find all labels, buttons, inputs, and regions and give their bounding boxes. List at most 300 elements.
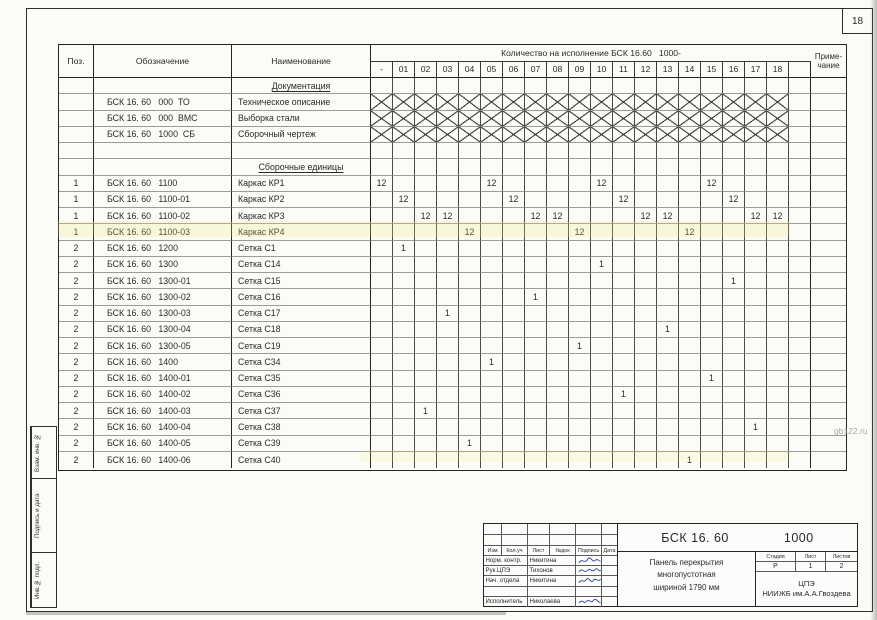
qty-cell — [657, 241, 679, 257]
qty-cell — [437, 322, 459, 338]
qty-cell — [657, 273, 679, 289]
qty-cell — [789, 241, 811, 257]
qty-cell — [437, 403, 459, 419]
sign-name: Никитина — [528, 576, 576, 585]
qty-cell — [371, 436, 393, 452]
qty-cell — [481, 224, 503, 240]
qty-cell — [437, 111, 459, 127]
qty-cell — [789, 371, 811, 387]
qty-cell — [789, 403, 811, 419]
qty-cell — [437, 241, 459, 257]
qty-cell — [745, 241, 767, 257]
qty-cell — [415, 159, 437, 175]
qty-cell: 12 — [437, 208, 459, 224]
table-row — [59, 208, 846, 224]
qty-cell — [459, 94, 481, 110]
header-note: Приме- чание — [814, 51, 843, 70]
qty-cell — [547, 241, 569, 257]
qty-cell — [547, 419, 569, 435]
qty-cell — [635, 159, 657, 175]
pos-cell: 1 — [59, 192, 94, 208]
stage-value: Р — [756, 562, 796, 571]
qty-cell — [745, 78, 767, 94]
qty-col-label: 04 — [459, 62, 481, 78]
qty-cell — [415, 354, 437, 370]
qty-cell — [481, 159, 503, 175]
table-row — [59, 322, 846, 338]
qty-cell — [789, 306, 811, 322]
qty-cell — [393, 94, 415, 110]
qty-cell — [635, 94, 657, 110]
qty-cell — [503, 241, 525, 257]
table-row — [59, 176, 846, 192]
note-cell — [811, 452, 846, 468]
qty-cell: 12 — [393, 192, 415, 208]
name-cell: Документация — [232, 78, 371, 94]
qty-cell — [723, 241, 745, 257]
margin-strip-label: Взам. инв. № — [31, 427, 43, 478]
qty-cell — [503, 436, 525, 452]
qty-cell — [613, 94, 635, 110]
qty-cell — [393, 159, 415, 175]
qty-cell — [723, 452, 745, 468]
qty-cell — [591, 289, 613, 305]
qty-cell — [569, 403, 591, 419]
qty-cell — [481, 403, 503, 419]
header-qty-group — [371, 45, 811, 77]
qty-cell — [613, 289, 635, 305]
qty-cell — [415, 78, 437, 94]
scan-edge — [870, 0, 877, 620]
qty-cell — [569, 78, 591, 94]
table-row — [59, 371, 846, 387]
date-cell — [602, 597, 617, 607]
qty-cell — [657, 192, 679, 208]
qty-cell — [459, 354, 481, 370]
qty-cell — [525, 403, 547, 419]
qty-col-label: 06 — [503, 62, 525, 78]
qty-cell — [635, 338, 657, 354]
qty-cell — [437, 78, 459, 94]
sign-name: Тихонов — [528, 566, 576, 575]
qty-cell — [547, 192, 569, 208]
qty-cell: 12 — [459, 224, 481, 240]
qty-cell — [745, 176, 767, 192]
qty-cell: 1 — [393, 241, 415, 257]
qty-col-label: 01 — [393, 62, 415, 78]
qty-cell — [767, 257, 789, 273]
qty-cell — [371, 403, 393, 419]
qty-cell — [679, 436, 701, 452]
qty-cell — [481, 127, 503, 143]
qty-cell — [657, 143, 679, 159]
qty-cell — [635, 387, 657, 403]
qty-cell — [437, 224, 459, 240]
qty-cell: 1 — [569, 338, 591, 354]
qty-cell — [635, 306, 657, 322]
qty-cell — [789, 436, 811, 452]
document-number-cell — [618, 524, 857, 552]
date-cell — [602, 587, 617, 596]
qty-cell — [635, 241, 657, 257]
qty-cell — [525, 387, 547, 403]
qty-cell — [525, 159, 547, 175]
qty-cell — [393, 111, 415, 127]
qty-cell — [789, 94, 811, 110]
note-cell — [811, 338, 846, 354]
qty-cell — [613, 419, 635, 435]
note-cell — [811, 192, 846, 208]
qty-cell — [547, 371, 569, 387]
qty-cell — [635, 354, 657, 370]
qty-cell — [723, 127, 745, 143]
pos-cell: 2 — [59, 273, 94, 289]
note-cell — [811, 289, 846, 305]
qty-cell — [591, 403, 613, 419]
revision-cell — [602, 524, 617, 534]
qty-cell — [745, 403, 767, 419]
qty-cell — [525, 241, 547, 257]
qty-cell — [613, 371, 635, 387]
qty-cell — [393, 354, 415, 370]
revision-cell — [602, 535, 617, 545]
qty-cell — [767, 176, 789, 192]
qty-cell — [459, 419, 481, 435]
name-cell: Сетка С34 — [232, 354, 371, 370]
qty-cell — [789, 176, 811, 192]
qty-col-label: - — [371, 62, 393, 78]
designation-cell: БСК 16. 60 1100-03 — [94, 224, 232, 240]
stage-header-row — [756, 552, 857, 562]
qty-cell — [525, 371, 547, 387]
revision-cell — [528, 535, 550, 545]
qty-cell — [503, 289, 525, 305]
note-cell — [811, 387, 846, 403]
qty-cell — [569, 176, 591, 192]
qty-cell — [547, 403, 569, 419]
header-qty-title: Количество на исполнение БСК 16.60 1000- — [371, 45, 811, 62]
qty-cell — [569, 273, 591, 289]
qty-cell — [503, 176, 525, 192]
note-cell — [811, 403, 846, 419]
name-cell: Сетка С36 — [232, 387, 371, 403]
qty-cell — [701, 208, 723, 224]
designation-cell: БСК 16. 60 1400-02 — [94, 387, 232, 403]
qty-cell — [503, 338, 525, 354]
designation-cell — [94, 78, 232, 94]
signature-cell — [576, 576, 602, 585]
qty-cell: 12 — [547, 208, 569, 224]
qty-cell — [745, 192, 767, 208]
qty-cell — [679, 208, 701, 224]
qty-cell — [613, 436, 635, 452]
qty-cell — [525, 452, 547, 468]
organization-cell: ЦПЭ НИИЖБ им.А.А.Гвоздева — [762, 578, 851, 598]
designation-cell: БСК 16. 60 1400-04 — [94, 419, 232, 435]
watermark: gb122.ru — [834, 426, 868, 436]
designation-cell: БСК 16. 60 1200 — [94, 241, 232, 257]
qty-cell — [723, 111, 745, 127]
qty-cell — [789, 224, 811, 240]
note-cell — [811, 306, 846, 322]
qty-col-label: 08 — [547, 62, 569, 78]
qty-cell — [393, 371, 415, 387]
qty-cell — [635, 78, 657, 94]
qty-cell — [767, 273, 789, 289]
qty-cell — [613, 143, 635, 159]
qty-cell — [503, 306, 525, 322]
qty-cell: 1 — [437, 306, 459, 322]
qty-cell — [701, 241, 723, 257]
qty-cell — [789, 78, 811, 94]
qty-col-label: 10 — [591, 62, 613, 78]
sign-col-label: Подпись — [576, 546, 602, 555]
qty-cell — [503, 143, 525, 159]
qty-cell — [745, 436, 767, 452]
note-cell — [811, 241, 846, 257]
qty-cell — [679, 354, 701, 370]
qty-cell — [415, 224, 437, 240]
qty-cell — [789, 387, 811, 403]
qty-cell — [503, 78, 525, 94]
name-cell — [232, 143, 371, 159]
qty-col-label: 15 — [701, 62, 723, 78]
qty-cell — [723, 403, 745, 419]
margin-strip-cell — [31, 479, 56, 553]
qty-cell: 12 — [635, 208, 657, 224]
qty-cell — [679, 94, 701, 110]
qty-cell — [569, 159, 591, 175]
qty-cell — [701, 306, 723, 322]
sheet-number: 18 — [851, 15, 864, 27]
qty-cell — [679, 176, 701, 192]
pos-cell: 2 — [59, 387, 94, 403]
qty-cell — [701, 289, 723, 305]
qty-cell — [701, 111, 723, 127]
note-cell — [811, 143, 846, 159]
qty-cell — [591, 436, 613, 452]
qty-cell — [547, 306, 569, 322]
qty-cell — [745, 371, 767, 387]
qty-cell — [745, 289, 767, 305]
margin-strip-label: Инв.№ подл. — [31, 553, 43, 607]
qty-cell — [657, 224, 679, 240]
qty-cell: 12 — [613, 192, 635, 208]
qty-cell — [591, 94, 613, 110]
qty-cell — [569, 241, 591, 257]
qty-cell — [481, 322, 503, 338]
qty-cell — [371, 289, 393, 305]
qty-cell — [459, 306, 481, 322]
qty-cell — [415, 322, 437, 338]
qty-cell — [371, 241, 393, 257]
qty-cell — [503, 111, 525, 127]
sign-rows — [484, 556, 617, 607]
qty-cell — [723, 176, 745, 192]
qty-cell — [657, 94, 679, 110]
qty-cell — [657, 111, 679, 127]
qty-cell — [591, 224, 613, 240]
qty-cell — [745, 387, 767, 403]
qty-cell: 1 — [481, 354, 503, 370]
qty-cell — [679, 387, 701, 403]
stage-value: 2 — [839, 563, 844, 570]
signature-cell — [576, 556, 602, 565]
pos-cell — [59, 127, 94, 143]
qty-cell — [371, 452, 393, 468]
header-pos: Поз. — [59, 45, 94, 77]
qty-cell — [415, 371, 437, 387]
qty-cell — [591, 127, 613, 143]
qty-cell — [723, 436, 745, 452]
table-row — [59, 224, 846, 240]
qty-cell — [437, 289, 459, 305]
qty-cell — [503, 224, 525, 240]
qty-cell — [481, 208, 503, 224]
sign-col-label: №док — [550, 546, 576, 555]
table-row — [59, 403, 846, 419]
qty-cell — [789, 159, 811, 175]
qty-cell — [459, 192, 481, 208]
qty-cell — [393, 403, 415, 419]
qty-cell — [459, 273, 481, 289]
qty-cell — [371, 111, 393, 127]
qty-cell — [613, 452, 635, 468]
qty-cell — [745, 452, 767, 468]
qty-cell — [525, 94, 547, 110]
qty-cell — [371, 127, 393, 143]
note-cell — [811, 354, 846, 370]
qty-cell — [767, 419, 789, 435]
qty-cell — [481, 452, 503, 468]
table-row — [59, 452, 846, 468]
table-row — [59, 94, 846, 110]
qty-cell — [481, 338, 503, 354]
qty-cell — [613, 78, 635, 94]
qty-cell — [723, 322, 745, 338]
qty-cell — [569, 436, 591, 452]
qty-cell — [481, 371, 503, 387]
qty-cell — [371, 338, 393, 354]
qty-cell — [393, 436, 415, 452]
qty-cell — [701, 159, 723, 175]
qty-cell — [371, 371, 393, 387]
qty-cell — [569, 257, 591, 273]
qty-cell — [789, 192, 811, 208]
designation-cell: БСК 16. 60 1400 — [94, 354, 232, 370]
qty-cell — [525, 78, 547, 94]
pos-cell: 1 — [59, 176, 94, 192]
qty-cell — [767, 241, 789, 257]
qty-cell — [481, 419, 503, 435]
table-row — [59, 289, 846, 305]
qty-cell — [723, 78, 745, 94]
qty-cell — [767, 387, 789, 403]
note-cell — [811, 208, 846, 224]
qty-cell: 1 — [591, 257, 613, 273]
qty-cell — [459, 176, 481, 192]
qty-cell — [481, 78, 503, 94]
name-cell: Сетка С37 — [232, 403, 371, 419]
qty-cell — [459, 403, 481, 419]
qty-cell — [371, 78, 393, 94]
designation-cell: БСК 16. 60 1100-01 — [94, 192, 232, 208]
qty-cell — [701, 143, 723, 159]
qty-col-label: 14 — [679, 62, 701, 78]
qty-col-label: 16 — [723, 62, 745, 78]
qty-cell — [789, 322, 811, 338]
qty-cell — [525, 354, 547, 370]
spec-table — [58, 44, 847, 471]
sign-row — [484, 566, 617, 576]
qty-cell — [437, 338, 459, 354]
qty-cell — [591, 143, 613, 159]
date-cell — [602, 576, 617, 585]
qty-cell — [657, 371, 679, 387]
qty-cell — [745, 159, 767, 175]
qty-cell — [591, 419, 613, 435]
name-cell: Сетка С15 — [232, 273, 371, 289]
qty-cell: 12 — [371, 176, 393, 192]
sign-name: Николаева — [528, 597, 576, 607]
qty-cell — [679, 371, 701, 387]
designation-cell: БСК 16. 60 1000 СБ — [94, 127, 232, 143]
qty-cell — [635, 257, 657, 273]
qty-cell — [591, 78, 613, 94]
qty-cell — [371, 419, 393, 435]
sign-name — [528, 587, 576, 596]
designation-cell: БСК 16. 60 1300 — [94, 257, 232, 273]
name-cell: Сетка С19 — [232, 338, 371, 354]
qty-cell — [723, 419, 745, 435]
qty-cell — [459, 241, 481, 257]
qty-cell — [767, 338, 789, 354]
qty-cell — [745, 273, 767, 289]
qty-cell — [679, 78, 701, 94]
qty-cell — [723, 354, 745, 370]
qty-cell — [591, 241, 613, 257]
qty-cell — [701, 127, 723, 143]
sign-header-row — [484, 546, 617, 556]
qty-cell — [525, 143, 547, 159]
qty-cell — [701, 403, 723, 419]
sign-col-label: Изм — [484, 546, 502, 555]
qty-cell — [481, 94, 503, 110]
qty-cell — [437, 419, 459, 435]
qty-cell — [613, 208, 635, 224]
signature-icon — [578, 566, 602, 575]
qty-cell — [789, 338, 811, 354]
qty-cell — [459, 257, 481, 273]
qty-cell — [723, 338, 745, 354]
qty-cell — [613, 322, 635, 338]
qty-cell — [635, 127, 657, 143]
qty-cell — [415, 127, 437, 143]
designation-cell: БСК 16. 60 1300-02 — [94, 289, 232, 305]
qty-cell — [657, 403, 679, 419]
qty-cell — [767, 159, 789, 175]
qty-cell — [789, 111, 811, 127]
header-designation: Обозначение — [94, 45, 232, 77]
qty-cell — [459, 111, 481, 127]
qty-cell — [679, 306, 701, 322]
designation-cell: БСК 16. 60 1100 — [94, 176, 232, 192]
stage-header: Листов — [832, 553, 851, 560]
qty-cell — [657, 289, 679, 305]
qty-cell — [723, 306, 745, 322]
qty-cell — [679, 192, 701, 208]
qty-cell — [459, 452, 481, 468]
